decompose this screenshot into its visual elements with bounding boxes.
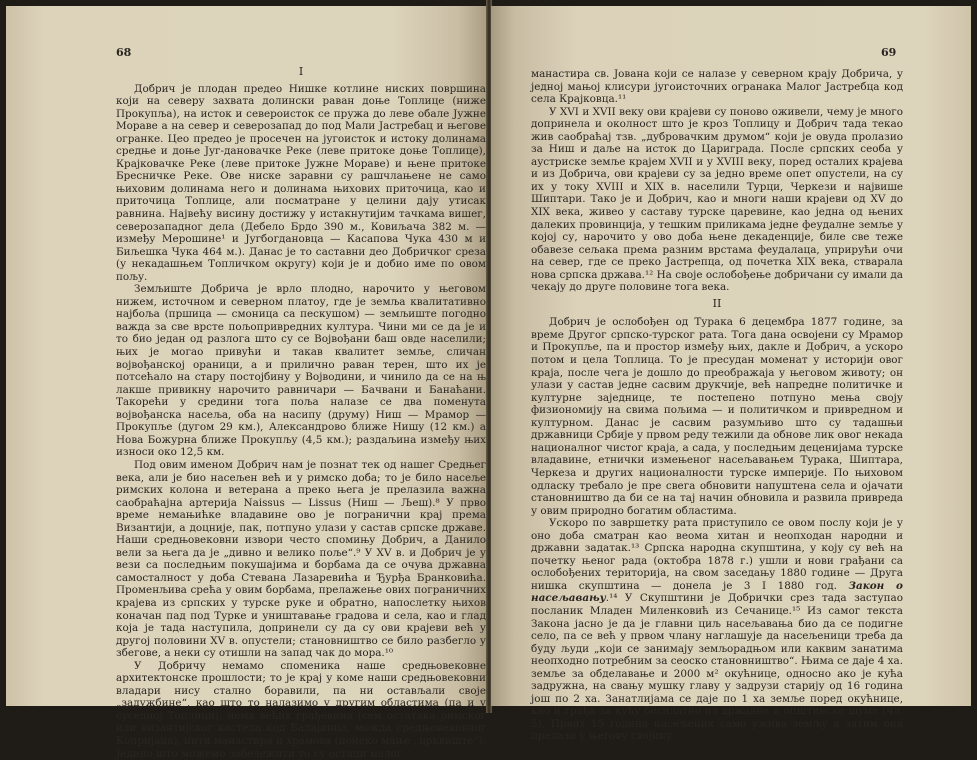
law-title: Закон о насељавању bbox=[531, 579, 903, 605]
paragraph: Добрич је плодан предео Нишке котлине ниских површина који на северу захвата долински раван доње Топлице (ниже Прокупља), на исток и североисток се пружа до леве обале Јужне Мораве а на север и северозапад до под Мали Јастребац и његове огранке. Цео предео је просечен на југоисток и истоку долинама средње и доње Југ-дановачке Реке (леве притоке доње Топлице), Крајковачке Реке (леве притоке Јужне Мораве) и њене притоке Бресничке Реке. Ове ниске заравни су рашчлањене не само њиховим долинама него и долинама њихових приточица, као и приточица Топлице, али посматране у целини дају утисак равнина. Највећу висину достижу у истакнутијим тачкама вишег, северозападног дела (Дебело Брдо 390 м., Ковиљача 382 м. — између Мерошине¹ и Југбогдановца — Касапова Чука 430 м и Биљешка Чука 464 м.). Данас је то саставни део Добричког среза (у некадашњем Топличком округу) који је и добио име по овом пољу. bbox=[116, 82, 486, 283]
paragraph: Добрич је ослобођен од Турака 6 децембра 1877 године, за време Другог српско-турског рата. Тога дана освојени су Мрамор и Прокупље, па и простор између њих, дакле и Добрич, а ускоро потом и цела Топлица. То је пресудан моменат у историји овог краја, после чега је дошло до преображаја у његовом животу; он улази у састав једне сасвим друкчије, већ напредне политичке и културне заједнице, те постепено потпуно мења своју физиономију на свима пољима — и политичком и привредном и културном. Данас је сасвим разумљиво што су тадашњи државници Србије у првом реду тежили да обнове лик овог некада националног чистог краја, а сада, у последњим деценијама турске владавине, етнички измењеног насељавањем Турака, Шиптара, Черкеза и других националности турске империје. По њиховом одласку требало је пре свега обновити напуштена села и ојачати становништво да би се на тај начин обновила и развила привреда у овим природно богатим областима. bbox=[531, 316, 903, 517]
paragraph: манастира св. Јована који се налазе у северном крају Добрича, у једној мањој клисури југоисточних огранака Малог Јастребца код села Крајковца.¹¹ bbox=[531, 68, 903, 106]
paragraph: Под овим именом Добрич нам је познат тек од нашег Средњег века, али је био насељен већ и у римско доба; то је било насеље римских колона и ветерана а преко њега је прелазила важна саобраћајна артерија Naissus — Lissus (Ниш — Љеш).⁸ У прво време немањићке владавине ово је погранични крај према Византији, а доцније, пак, потпуно улази у састав српске државе. Наши средњовековни извори често спомињу Добрич, а Данило вели за њега да је „дивно и велико поље“.⁹ У XV в. и Добрич је у вези са последњим покушајима и борбама да се очува државна самосталност у доба Стевана Лазаревића и Ђурђа Бранковића. Променљива срећа у овим борбама, прелажење ових пограничних крајева из српских у турске руке и обратно, напослетку њихов коначан пад под Турке и уништавање градова и села, као и глад која је тада наступила, допринели су да су ови крајеви већ у другој половини XV в. опустели; становништво се било разбегло у збегове, а неки су отишли на запад чак до мора.¹⁰ bbox=[116, 458, 486, 660]
section-heading-2: II bbox=[712, 296, 722, 310]
page-number-right: 69 bbox=[881, 46, 897, 59]
section-heading-1: I bbox=[298, 65, 304, 78]
right-page bbox=[491, 6, 971, 743]
paragraph: Земљиште Добрича је врло плодно, нарочито у његовом нижем, источном и северном платоу, где је земља квалитативно најбоља (пршица — смоница са пескушом) — земљиште погодно важда за све врсте пољопривредних културa. Чини ми се да је и то био један од разлога што су се Војвођани баш овде населили; њих је могао привући и такав квалитет земље, сличан војвођанској ораници, а и прилично раван терен, што их је потсећало на стару постојбину у Војводини, и чинило да се на њ лакше привикну нарочито равничари — Бачвани и Банаћани. Такорећи у средини тога поља налазе се два поменута војвођанска насеља, оба на насипу (друму) Ниш — Мрамор — Прокупље (дугом 29 км.), Александрово ближе Нишу (12 км.) а Нова Божурна ближе Прокупљу (4,5 км.); раздаљина између њих износи око 12,5 км. bbox=[116, 283, 486, 459]
paragraph: У XVI и XVII веку ови крајеви су поново оживели, чему је много допринела и околност што је кроз Топлицу и Добрич тада текао жив саобраћај тзв. „дубровачким друмом“ који је овуда пролазио за Ниш и даље на исток до Цариграда. После српских сеоба у аустриске земље крајем XVII и у XVIII веку, поред осталих крајева и из Добрича, ови крајеви су за једно време опет опустели, на су их у току XVIII и XIX в. населили Турци, Черкези и највише Шиптари. Тако је и Добрич, као и многи наши крајеви од XV до XIX века, живео у саставу турске царевине, као једна од њених далеких провинција, у тешким приликама једне феудалне земље у којој су, нарочито у ово доба њене декаденције, биле све теже обавезе сељака према разним врстама феудалаца, уприрући очи на север, где се преко Јастрепца, од почетка XIX века, стварала нова српска држава.¹² На своје ослобођење добричани су имали да чекају до друге половине тога века. bbox=[531, 105, 903, 294]
paragraph-with-law bbox=[531, 517, 903, 743]
paragraph-text: .¹⁴ У Скупштини је Добрички срез тада заступао посланик Младен Миленковић из Сечанице.¹⁵ Из самог текста Закона јасно је да је главни циљ насељавања био да се подигне село, па се већ у првом члану наглашује да насељеници треба да буду људи „који се занимају земљорадњом или каквим занатима неопходно потребним за сеоско становништво“. Њима се даје 4 ха. земље за обделавање и 2000 м² окућнице, односно ако је кућа задружна, на свању мушку главу у задрузи старију од 16 година још по 2 ха. Занатлијама се даје по 1 ха земље поред окућнице, као и грађа за кућу бесплатно из државне и општинске шуме (чл. 5). Првих 15 година насељеник само ужива земљу а затим она прелази у његову својину bbox=[531, 592, 903, 743]
page-number-left: 68 bbox=[116, 46, 132, 59]
left-page-text bbox=[116, 66, 486, 760]
left-page bbox=[6, 6, 487, 760]
right-page-text bbox=[531, 68, 903, 743]
paragraph-text: Ускоро по завршетку рата приступило се овом послу који је у оно доба сматран као веома хитан и неопходан народни и државни задатак.¹³ Српска народна скупштина, у коју су већ на почетку њеног рада (октобра 1878 г.) ушли и нови грађани са ослобођених територија, на свом заседању 1880 године — Друга нишка скупштина — донела је 3 I 1880 год. bbox=[531, 517, 903, 592]
paragraph: У Добричу немамо споменика наше средњовековне архитектонске прошлости; то је крај у коме наши средњовековни владари нису стално боравили, па ни остављали своје „задужбине“, као што то налазимо у другим областима (па и у суседној Топлици); нема већих грађевина (сем остатака римског или византијског кастела код Балајинца, можда средњовековног Копријана), нити манастира и храмова (понеко мање „црквиште“). Једино што можемо забележити то су остаци малог bbox=[116, 659, 486, 760]
